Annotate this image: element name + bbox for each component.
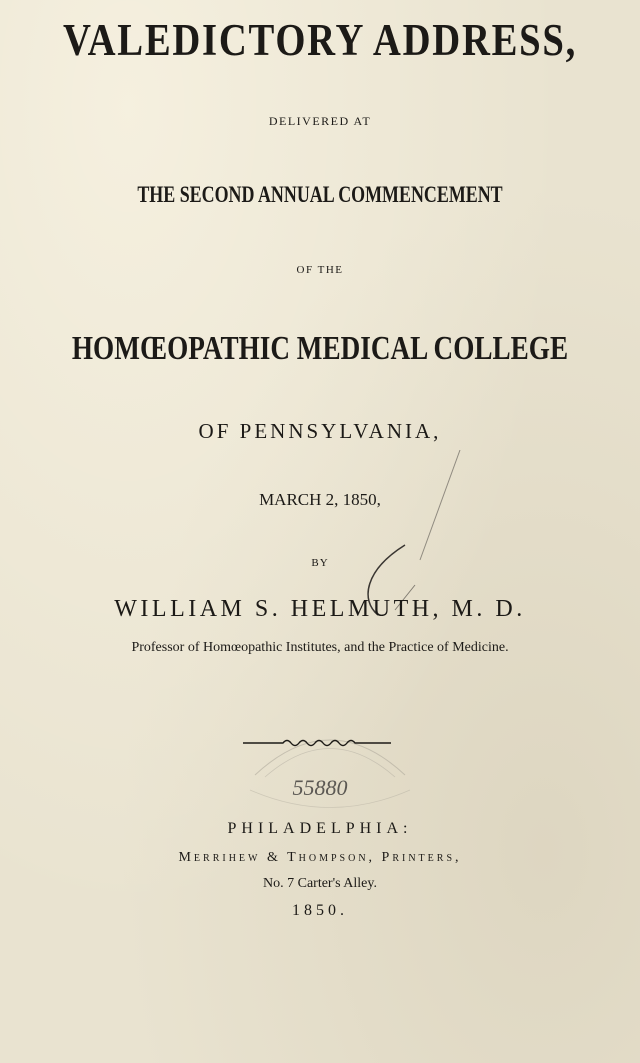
imprint-address: No. 7 Carter's Alley. <box>263 876 377 891</box>
author-title: Professor of Homœopathic Institutes, and the Practice of Medicine. <box>131 640 509 655</box>
of-the-line: OF THE <box>296 264 344 276</box>
author-name: WILLIAM S. HELMUTH, M. D. <box>114 596 526 622</box>
imprint-year: 1850. <box>292 902 348 919</box>
page-title: VALEDICTORY ADDRESS, <box>62 15 578 65</box>
date-line: MARCH 2, 1850, <box>259 490 381 509</box>
ornamental-rule-icon <box>243 734 391 752</box>
state-line: OF PENNSYLVANIA, <box>198 419 442 443</box>
delivered-at-line: DELIVERED AT <box>268 114 372 128</box>
college-name: HOMŒOPATHIC MEDICAL COLLEGE <box>71 330 569 367</box>
pen-mark-icon <box>350 450 470 620</box>
commencement-line: THE SECOND ANNUAL COMMENCEMENT <box>137 182 503 207</box>
imprint-printers: Merrihew & Thompson, Printers, <box>178 850 462 865</box>
library-number: 55880 <box>292 775 348 800</box>
imprint-place: PHILADELPHIA: <box>227 820 413 837</box>
by-line: BY <box>311 557 329 569</box>
library-stamp-icon <box>245 715 415 825</box>
